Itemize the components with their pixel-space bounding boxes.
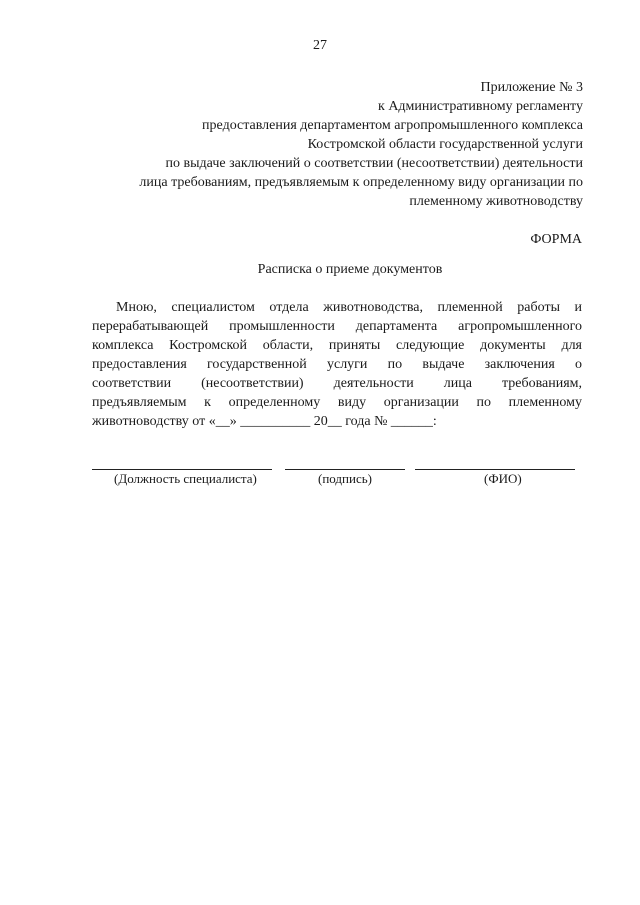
body-line: перерабатывающей промышленности департамента агропромышленного xyxy=(92,319,582,334)
signature-block xyxy=(92,455,582,495)
body-paragraph xyxy=(92,298,582,431)
name-caption: (ФИО) xyxy=(484,471,522,486)
position-caption: (Должность специалиста) xyxy=(114,471,257,486)
name-line xyxy=(415,469,575,470)
appendix-header xyxy=(113,78,583,211)
body-line: предоставления государственной услуги по выдаче заключения о xyxy=(92,357,582,372)
page-number: 27 xyxy=(313,38,327,53)
appendix-line: лица требованиям, предъявляемым к определенному виду организации по xyxy=(139,175,583,190)
form-label: ФОРМА xyxy=(530,232,582,247)
body-line: Мною, специалистом отдела животноводства, племенной работы и xyxy=(116,300,582,315)
document-title: Расписка о приеме документов xyxy=(257,262,443,277)
appendix-line: предоставления департаментом агропромышленного комплекса xyxy=(202,118,583,133)
position-line xyxy=(92,469,272,470)
appendix-line: племенному животноводству xyxy=(409,194,583,209)
signature-line xyxy=(285,469,405,470)
body-line: комплекса Костромской области, приняты следующие документы для xyxy=(92,338,582,353)
body-line: животноводству от «__» __________ 20__ года № ______: xyxy=(92,414,437,429)
appendix-line: Костромской области государственной услуги xyxy=(307,137,583,152)
body-line: предъявляемым к определенному виду организации по племенному xyxy=(92,395,582,410)
body-line: соответствии (несоответствии) деятельности лица требованиям, xyxy=(92,376,582,391)
appendix-line: по выдаче заключений о соответствии (несоответствии) деятельности xyxy=(165,156,583,171)
signature-caption: (подпись) xyxy=(318,471,372,486)
appendix-line: к Административному регламенту xyxy=(378,99,583,114)
appendix-line: Приложение № 3 xyxy=(480,80,583,95)
